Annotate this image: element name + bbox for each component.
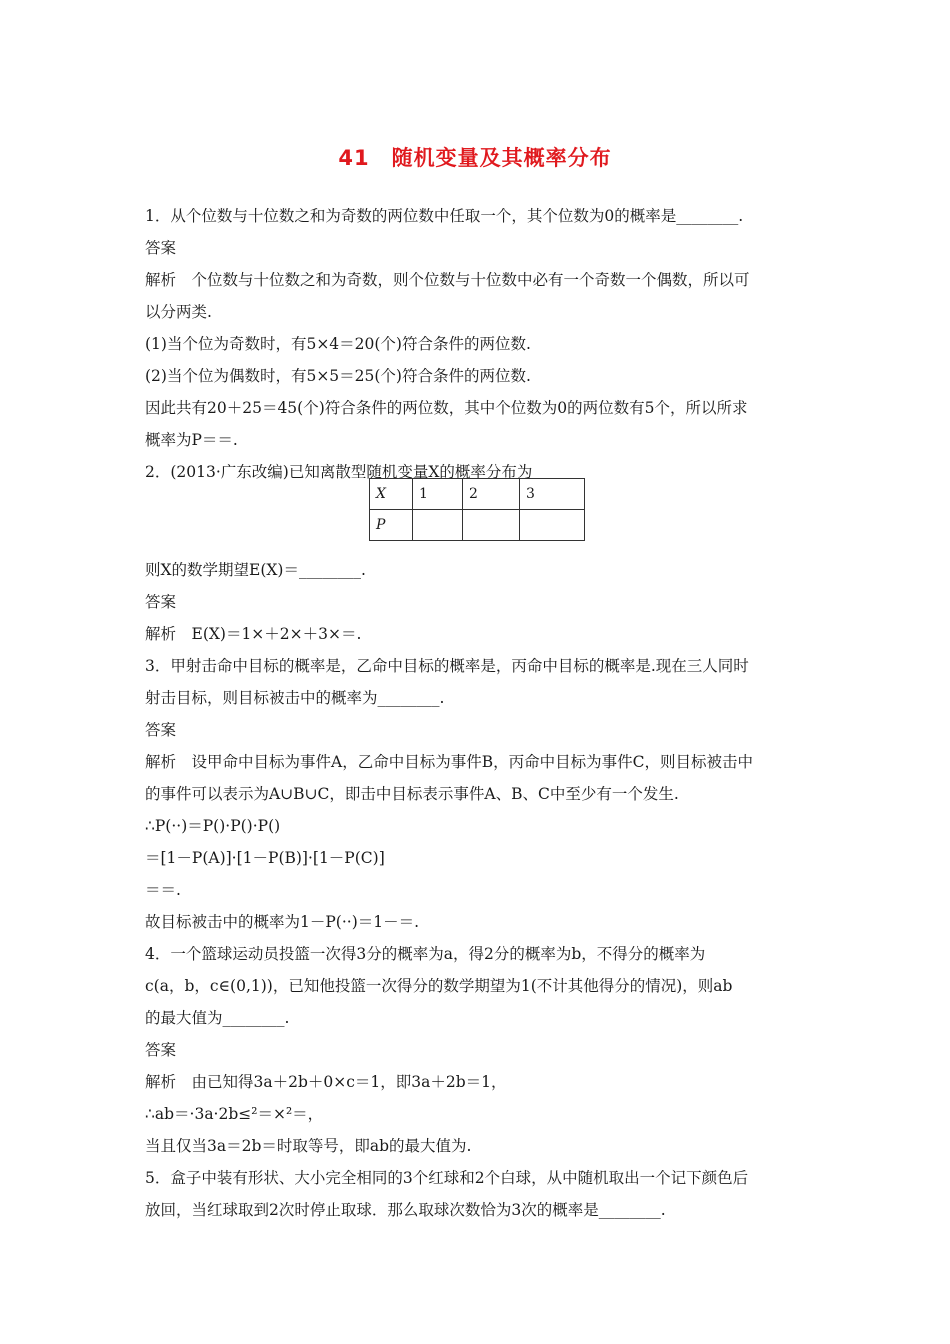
text-line: 的最大值为________. [145, 1009, 290, 1027]
text-line: ∴ab＝·3a·2b≤²＝×²＝， [145, 1105, 324, 1123]
text-line: 1．从个位数与十位数之和为奇数的两位数中任取一个，其个位数为0的概率是________. [145, 207, 744, 225]
text-line: (2)当个位为偶数时，有5×5＝25(个)符合条件的两位数. [145, 367, 531, 385]
text-line: ＝[1－P(A)]·[1－P(B)]·[1－P(C)] [145, 849, 385, 867]
text-line: 射击目标，则目标被击中的概率为________. [145, 689, 445, 707]
distribution-table [369, 478, 585, 541]
table-cell [463, 510, 520, 541]
text-line: 故目标被击中的概率为1－P(··)＝1－＝. [145, 913, 420, 931]
text-line: (1)当个位为奇数时，有5×4＝20(个)符合条件的两位数. [145, 335, 531, 353]
text-line: 解析 个位数与十位数之和为奇数，则个位数与十位数中必有一个奇数一个偶数，所以可 [145, 271, 750, 289]
text-line: ＝＝. [145, 881, 181, 899]
text-line: 概率为P＝＝. [145, 431, 238, 449]
text-line: 解析 由已知得3a＋2b＋0×c＝1，即3a＋2b＝1， [145, 1073, 507, 1091]
text-line: 则X的数学期望E(X)＝________. [145, 561, 366, 579]
table-row [370, 510, 585, 541]
text-line: 的事件可以表示为A∪B∪C，即击中目标表示事件A、B、C中至少有一个发生. [145, 785, 679, 803]
text-line: ∴P(··)＝P()·P()·P() [145, 817, 281, 835]
table-cell [520, 510, 585, 541]
text-line: 解析 E(X)＝1×＋2×＋3×＝. [145, 625, 362, 643]
table-cell: 1 [413, 479, 463, 510]
table-cell: 2 [463, 479, 520, 510]
text-line: 4．一个篮球运动员投篮一次得3分的概率为a，得2分的概率为b，不得分的概率为 [145, 945, 706, 963]
text-line: 答案 [145, 593, 177, 611]
text-line: 3．甲射击命中目标的概率是，乙命中目标的概率是，丙命中目标的概率是.现在三人同时 [145, 657, 749, 675]
table-cell [413, 510, 463, 541]
table-cell: 3 [520, 479, 585, 510]
text-line: 答案 [145, 239, 177, 257]
text-line: 当且仅当3a＝2b＝时取等号，即ab的最大值为. [145, 1137, 472, 1155]
text-line: c(a，b，c∈(0,1))，已知他投篮一次得分的数学期望为1(不计其他得分的情况)，则ab [145, 977, 733, 995]
table-cell: P [370, 510, 413, 541]
text-line: 5．盒子中装有形状、大小完全相同的3个红球和2个白球，从中随机取出一个记下颜色后 [145, 1169, 749, 1187]
table-cell: X [370, 479, 413, 510]
text-line: 以分两类. [145, 303, 212, 321]
text-line: 2．(2013·广东改编)已知离散型随机变量X的概率分布为 [145, 463, 533, 481]
text-line: 因此共有20＋25＝45(个)符合条件的两位数，其中个位数为0的两位数有5个，所以所求 [145, 399, 748, 417]
page-title: 41 随机变量及其概率分布 [338, 146, 612, 170]
text-line: 答案 [145, 1041, 177, 1059]
text-line: 解析 设甲命中目标为事件A，乙命中目标为事件B，丙命中目标为事件C，则目标被击中 [145, 753, 753, 771]
text-line: 放回，当红球取到2次时停止取球．那么取球次数恰为3次的概率是________. [145, 1201, 666, 1219]
text-line: 答案 [145, 721, 177, 739]
table-row [370, 479, 585, 510]
